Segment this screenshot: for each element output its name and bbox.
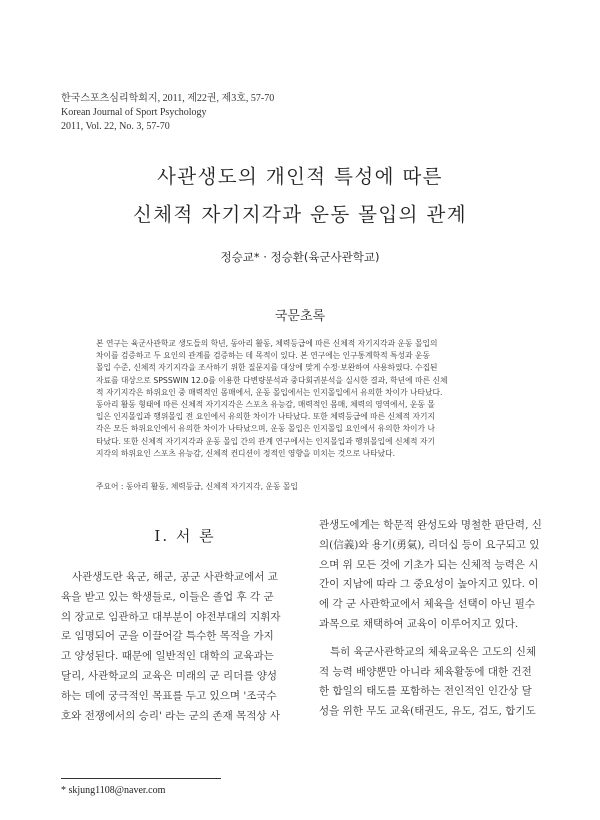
paper-title-line-1: 사관생도의 개인적 특성에 따른 — [157, 165, 443, 188]
journal-info — [61, 92, 361, 134]
abstract-line: 자료를 대상으로 SPSSWIN 12.0를 이용한 다변량분석과 중다회귀분석을 실시한 결과, 학년에 따른 신체 — [96, 375, 448, 385]
journal-volume-info: 2011, Vol. 22, No. 3, 57-70 — [61, 121, 170, 132]
abstract-line: 타났다. 또한 신체적 자기지각과 운동 몰입 간의 관계 연구에서는 인지몰입과 행위몰입에 신체적 자기 — [96, 436, 435, 446]
body-line: 고 양성된다. 때문에 일반적인 대학의 교육과는 — [61, 650, 274, 663]
left-column — [61, 568, 311, 726]
abstract-line: 입은 인지몰입과 행위몰입 전 요인에서 유의한 차이가 나타났다. 또한 체력등급에 따른 신체적 자기지 — [96, 412, 435, 422]
abstract-line: 본 연구는 육군사관학교 생도들의 학년, 동아리 활동, 체력등급에 따른 신체적 자기지각과 운동 몰입의 — [96, 339, 438, 348]
body-line: 으며 위 모든 것에 기초가 되는 신체적 능력은 시 — [319, 558, 539, 571]
body-line: 의 장교로 임관하고 대부분이 야전부대의 지휘자 — [61, 610, 281, 623]
body-line: 간이 지남에 따라 그 중요성이 높아지고 있다. 이 — [319, 578, 539, 591]
keywords: 주요어 : 동아리 활동, 체력등급, 신체적 자기지각, 운동 몰입 — [96, 482, 298, 491]
body-line: 의(信義)와 용기(勇氣), 리더십 등이 요구되고 있 — [319, 538, 540, 551]
body-line: 로 임명되어 군을 이끌어갈 특수한 목적을 가지 — [61, 630, 274, 643]
body-line: 에 각 군 사관학교에서 체육을 선택이 아닌 필수 — [319, 598, 536, 611]
footnote-divider — [61, 778, 221, 779]
abstract-line: 차이를 검증하고 두 요인의 관계를 검증하는 데 목적이 있다. 본 연구에는 인구통계학적 특성과 운동 — [96, 351, 430, 361]
journal-korean-citation: 한국스포츠심리학회지, 2011, 제22권, 제3호, 57-70 — [61, 93, 275, 104]
body-line: 한 합일의 태도를 포함하는 전인적인 인간상 달 — [319, 685, 532, 698]
authors: 정승교* · 정승환(육군사관학교) — [220, 250, 380, 264]
footnote-email: * skjung1108@naver.com — [61, 785, 166, 796]
abstract-body — [96, 338, 506, 460]
abstract-line: 동아리 활동 형태에 따른 신체적 자기지각은 스포츠 유능감, 매력적인 몸매, 체력의 영역에서, 운동 몰 — [96, 400, 435, 410]
body-line: 관생도에게는 학문적 완성도와 명철한 판단력, 신 — [319, 519, 542, 531]
journal-english-name: Korean Journal of Sport Psychology — [61, 107, 207, 118]
body-line: 육을 받고 있는 학생들로, 이들은 졸업 후 각 군 — [61, 590, 274, 603]
body-line: 호와 전쟁에서의 승리' 라는 군의 존재 목적상 사 — [61, 709, 280, 722]
paper-title — [0, 158, 600, 234]
body-line: 과목으로 채택하여 교육이 이루어지고 있다. — [319, 617, 519, 630]
body-line: 달리, 사관학교의 교육은 미래의 군 리더를 양성 — [61, 669, 278, 682]
abstract-line: 지각의 하위요인 스포츠 유능감, 신체적 컨디션이 정적인 영향을 미치는 것으로 나타났다. — [96, 448, 396, 458]
paper-title-line-2: 신체적 자기지각과 운동 몰입의 관계 — [133, 203, 467, 226]
right-column — [319, 516, 569, 722]
body-line: 성을 위한 무도 교육(태권도, 유도, 검도, 합기도 — [319, 705, 536, 718]
body-line: 하는 데에 궁극적인 목표를 두고 있으며 '조국수 — [61, 689, 277, 702]
abstract-line: 몰입 수준, 신체적 자기지각을 조사하기 위한 질문지를 대상에 맞게 수정·보완하여 사용하였다. 수집된 — [96, 363, 438, 373]
section-heading-introduction: I. 서 론 — [154, 527, 216, 545]
body-line: 적 능력 배양뿐만 아니라 체육활동에 대한 건전 — [319, 665, 532, 678]
abstract-line: 각은 모든 하위요인에서 유의한 차이가 나타났으며, 운동 몰입은 인지몰입 요인에서 유의한 차이가 나 — [96, 424, 435, 434]
abstract-heading: 국문초록 — [274, 309, 326, 324]
paragraph-gap — [319, 635, 569, 643]
body-line: 특히 육군사관학교의 체육교육은 고도의 신체 — [330, 645, 537, 658]
body-line: 사관생도란 육군, 해군, 공군 사관학교에서 교 — [72, 571, 278, 583]
abstract-line: 적 자기지각은 하위요인 중 매력적인 몸매에서, 운동 몰입에서는 인지몰입에서 유의한 차이가 나타났다. — [96, 387, 443, 397]
